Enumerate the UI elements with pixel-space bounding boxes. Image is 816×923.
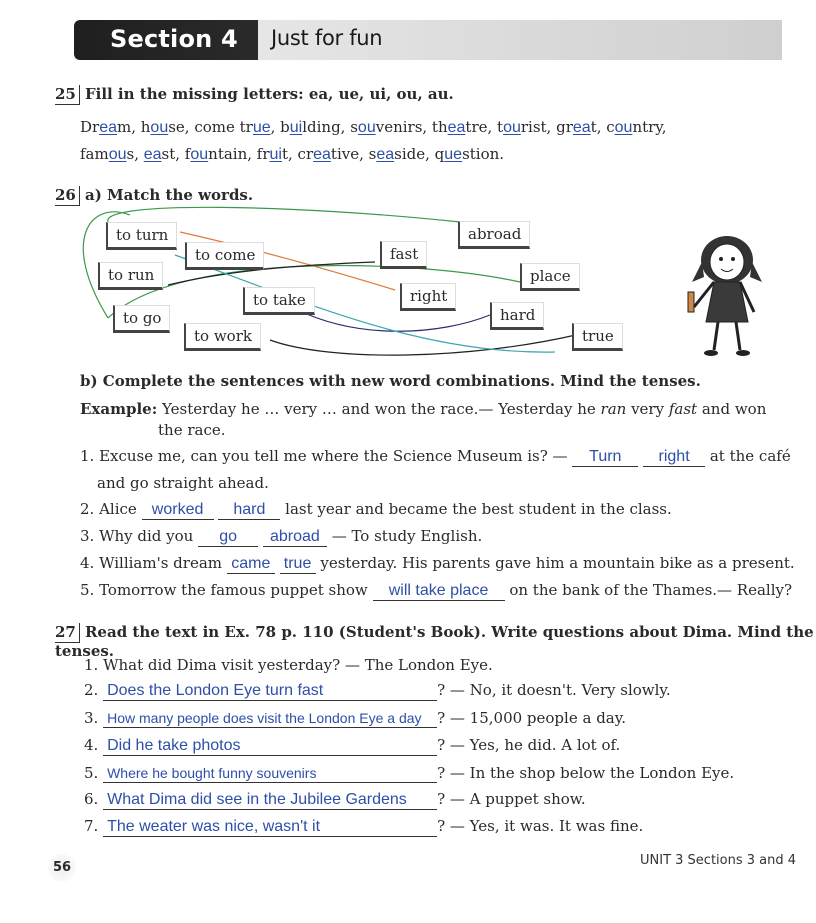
sentence-1-continued: and go straight ahead. [97, 474, 269, 492]
example-text: Yesterday he … very … and won the race.— Yesterday he [162, 400, 601, 418]
example-text-mid: very [626, 400, 669, 418]
word-fragment: m, h [117, 118, 151, 136]
example-line-1 [80, 400, 766, 418]
question-response: ? — 15,000 people a day. [437, 709, 626, 727]
word-abroad: abroad [458, 221, 530, 249]
word-fragment: tive, s [330, 145, 377, 163]
match-line-to-take-hard [298, 310, 490, 331]
missing-letters-answer[interactable]: ea [99, 119, 117, 136]
question-row-5 [84, 764, 734, 783]
answer-blank[interactable]: Turn [572, 448, 638, 467]
missing-letters-answer[interactable]: ea [447, 119, 466, 136]
missing-letters-answer[interactable]: ou [108, 146, 127, 163]
missing-letters-answer[interactable]: ea [313, 146, 331, 163]
word-fragment: st, f [161, 145, 191, 163]
question-number: 3. [84, 709, 99, 727]
word-to-run: to run [98, 262, 163, 290]
missing-letters-answer[interactable]: ue [252, 119, 271, 136]
question-response: ? — Yes, it was. It was fine. [437, 817, 644, 835]
missing-letters-answer[interactable]: ea [143, 146, 162, 163]
example-line-2: the race. [158, 421, 226, 439]
example-fast: fast [668, 400, 698, 418]
word-fragment: t, c [590, 118, 615, 136]
sentence-text: 1. Excuse me, can you tell me where the Science Museum is? — [80, 447, 568, 465]
question-row-3 [84, 709, 626, 728]
word-true: true [572, 323, 623, 351]
question-number: 2. [84, 681, 99, 699]
sentence-3 [80, 527, 482, 547]
missing-letters-answer[interactable]: ou [614, 119, 633, 136]
sentence-text: yesterday. His parents gave him a mountain bike as a present. [320, 554, 795, 572]
word-fragment: Dr [80, 118, 100, 136]
word-fragment: s, [126, 145, 144, 163]
question-number: 4. [84, 736, 99, 754]
question-number: 6. [84, 790, 99, 808]
word-place: place [520, 263, 580, 291]
word-fragment: rist, gr [520, 118, 573, 136]
question-response: ? — Yes, he did. A lot of. [437, 736, 621, 754]
word-to-come: to come [185, 242, 264, 270]
word-right: right [400, 283, 456, 311]
question-input[interactable]: Does the London Eye turn fast [103, 682, 437, 701]
question-response: ? — In the shop below the London Eye. [437, 764, 735, 782]
word-fragment: venirs, th [375, 118, 448, 136]
answer-blank[interactable]: came [227, 555, 275, 574]
missing-letters-answer[interactable]: ou [190, 146, 209, 163]
task-title: Read the text in Ex. 78 p. 110 (Student's Book). Write questions about Dima. Mind the tenses. [55, 623, 814, 660]
page-number: 56 [48, 854, 76, 882]
word-fast: fast [380, 241, 427, 269]
sentence-text: at the café [709, 447, 791, 465]
sentence-1 [80, 447, 791, 467]
missing-letters-answer[interactable]: ue [444, 146, 463, 163]
question-input[interactable]: Did he take photos [103, 737, 437, 756]
word-fragment: lding, s [302, 118, 358, 136]
question-row-6 [84, 790, 586, 810]
missing-letters-answer[interactable]: ui [269, 146, 282, 163]
sentence-text: 3. Why did you [80, 527, 194, 545]
girl-illustration [684, 222, 774, 362]
question-input[interactable]: The weater was nice, wasn't it [103, 818, 437, 837]
example-ran: ran [600, 400, 627, 418]
section-title: Just for fun [271, 26, 383, 50]
question-input[interactable]: How many people does visit the London Eye a day [103, 709, 437, 728]
task-number: 25 [55, 85, 80, 105]
word-fragment: side, q [394, 145, 445, 163]
word-to-take: to take [243, 287, 315, 315]
question-number: 7. [84, 817, 99, 835]
task-number: 26 [55, 186, 80, 206]
question-1: 1. What did Dima visit yesterday? — The London Eye. [84, 656, 493, 674]
example-text-end: and won [697, 400, 767, 418]
task-title: Fill in the missing letters: ea, ue, ui, ou, au. [84, 85, 454, 103]
answer-blank[interactable]: abroad [263, 528, 327, 547]
word-to-turn: to turn [106, 222, 177, 250]
answer-blank[interactable]: worked [142, 501, 214, 520]
question-response: ? — A puppet show. [437, 790, 586, 808]
word-fragment: fam [80, 145, 109, 163]
word-fragment: stion. [462, 145, 505, 163]
task-title: a) Match the words. [84, 186, 254, 204]
example-label: Example: [80, 400, 158, 418]
word-fragment: tre, t [465, 118, 504, 136]
missing-letters-answer[interactable]: ou [357, 119, 376, 136]
word-fragment: ntain, fr [208, 145, 270, 163]
question-row-4 [84, 736, 620, 756]
task-26b-title: b) Complete the sentences with new word combinations. Mind the tenses. [80, 372, 701, 390]
missing-letters-answer[interactable]: ui [289, 119, 303, 136]
word-fragment: , b [270, 118, 290, 136]
question-row-7 [84, 817, 643, 837]
match-line-to-turn-abroad [108, 207, 460, 222]
sentence-5 [80, 581, 792, 601]
sentence-text: 4. William's dream [80, 554, 222, 572]
task-number: 27 [55, 623, 80, 643]
sentence-text: last year and became the best student in the class. [285, 500, 672, 518]
sentence-text: on the bank of the Thames.— Really? [509, 581, 793, 599]
sentence-text: 2. Alice [80, 500, 137, 518]
answer-blank[interactable]: go [198, 528, 258, 547]
question-response: ? — No, it doesn't. Very slowly. [437, 681, 671, 699]
word-fragment: t, cr [281, 145, 314, 163]
sentence-text: — To study English. [331, 527, 483, 545]
unit-label: UNIT 3 Sections 3 and 4 [640, 853, 797, 868]
answer-blank[interactable]: true [280, 555, 316, 574]
word-to-work: to work [184, 323, 261, 351]
question-row-2 [84, 681, 671, 701]
answer-blank[interactable]: hard [218, 501, 280, 520]
missing-letters-answer[interactable]: ou [150, 119, 169, 136]
sentence-4 [80, 554, 795, 574]
section-label: Section 4 [110, 25, 238, 53]
missing-letters-answer[interactable]: ea [572, 119, 591, 136]
question-input[interactable]: Where he bought funny souvenirs [103, 764, 437, 783]
question-input[interactable]: What Dima did see in the Jubilee Gardens [103, 791, 437, 810]
answer-blank[interactable]: right [643, 448, 705, 467]
word-fragment: ntry, [632, 118, 667, 136]
sentence-2 [80, 500, 672, 520]
word-hard: hard [490, 302, 544, 330]
sentence-text: 5. Tomorrow the famous puppet show [80, 581, 368, 599]
question-number: 5. [84, 764, 99, 782]
answer-blank[interactable]: will take place [373, 582, 505, 601]
task-27-heading [55, 622, 816, 660]
missing-letters-answer[interactable]: ou [503, 119, 521, 136]
word-fragment: se, come tr [168, 118, 253, 136]
word-to-go: to go [113, 305, 170, 333]
missing-letters-answer[interactable]: ea [376, 146, 395, 163]
